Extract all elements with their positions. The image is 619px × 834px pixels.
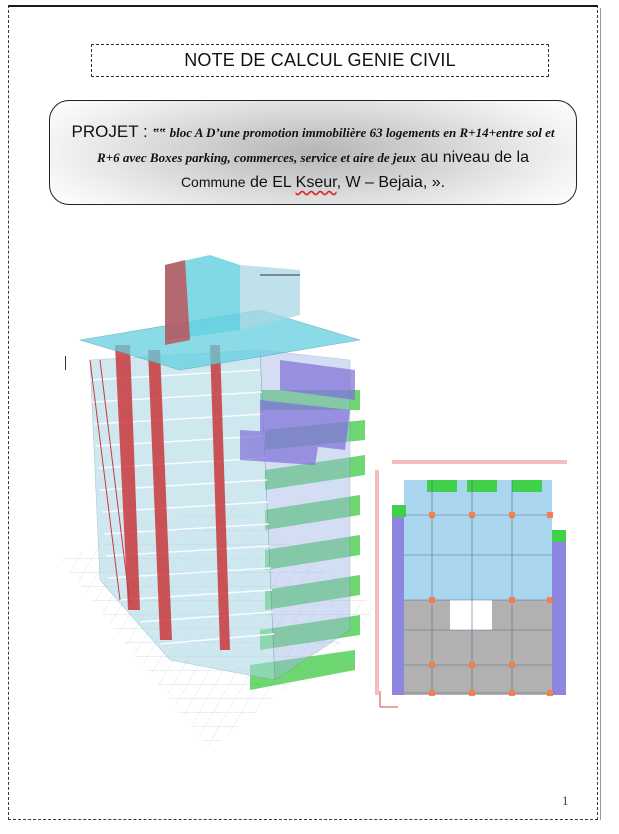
plan-blue-zone <box>404 480 552 605</box>
project-bold-text: bloc A D’une promotion immobilière 63 logements en R+14+entre sol et R+6 avec Boxes parking, commerces, service et aire de jeux <box>97 125 555 165</box>
project-place-word: Kseur <box>295 174 337 191</box>
project-text-2: de EL <box>245 174 296 191</box>
project-text-3: , W – Bejaia, ». <box>336 174 446 191</box>
document-title-text: NOTE DE CALCUL GENIE CIVIL <box>184 50 456 70</box>
project-text-1: au niveau de la <box>416 149 529 166</box>
project-description-box <box>49 100 577 205</box>
document-title <box>91 44 549 77</box>
project-quote-open: ‟‟ <box>152 125 166 140</box>
plan-opening <box>450 600 492 630</box>
page-number: 1 <box>562 793 569 808</box>
floor-plan-drawing <box>372 455 570 717</box>
project-commune-word: Commune <box>180 174 246 190</box>
project-label: PROJET : <box>71 122 148 141</box>
margin-rule <box>600 8 601 820</box>
building-3d-model <box>60 250 380 750</box>
